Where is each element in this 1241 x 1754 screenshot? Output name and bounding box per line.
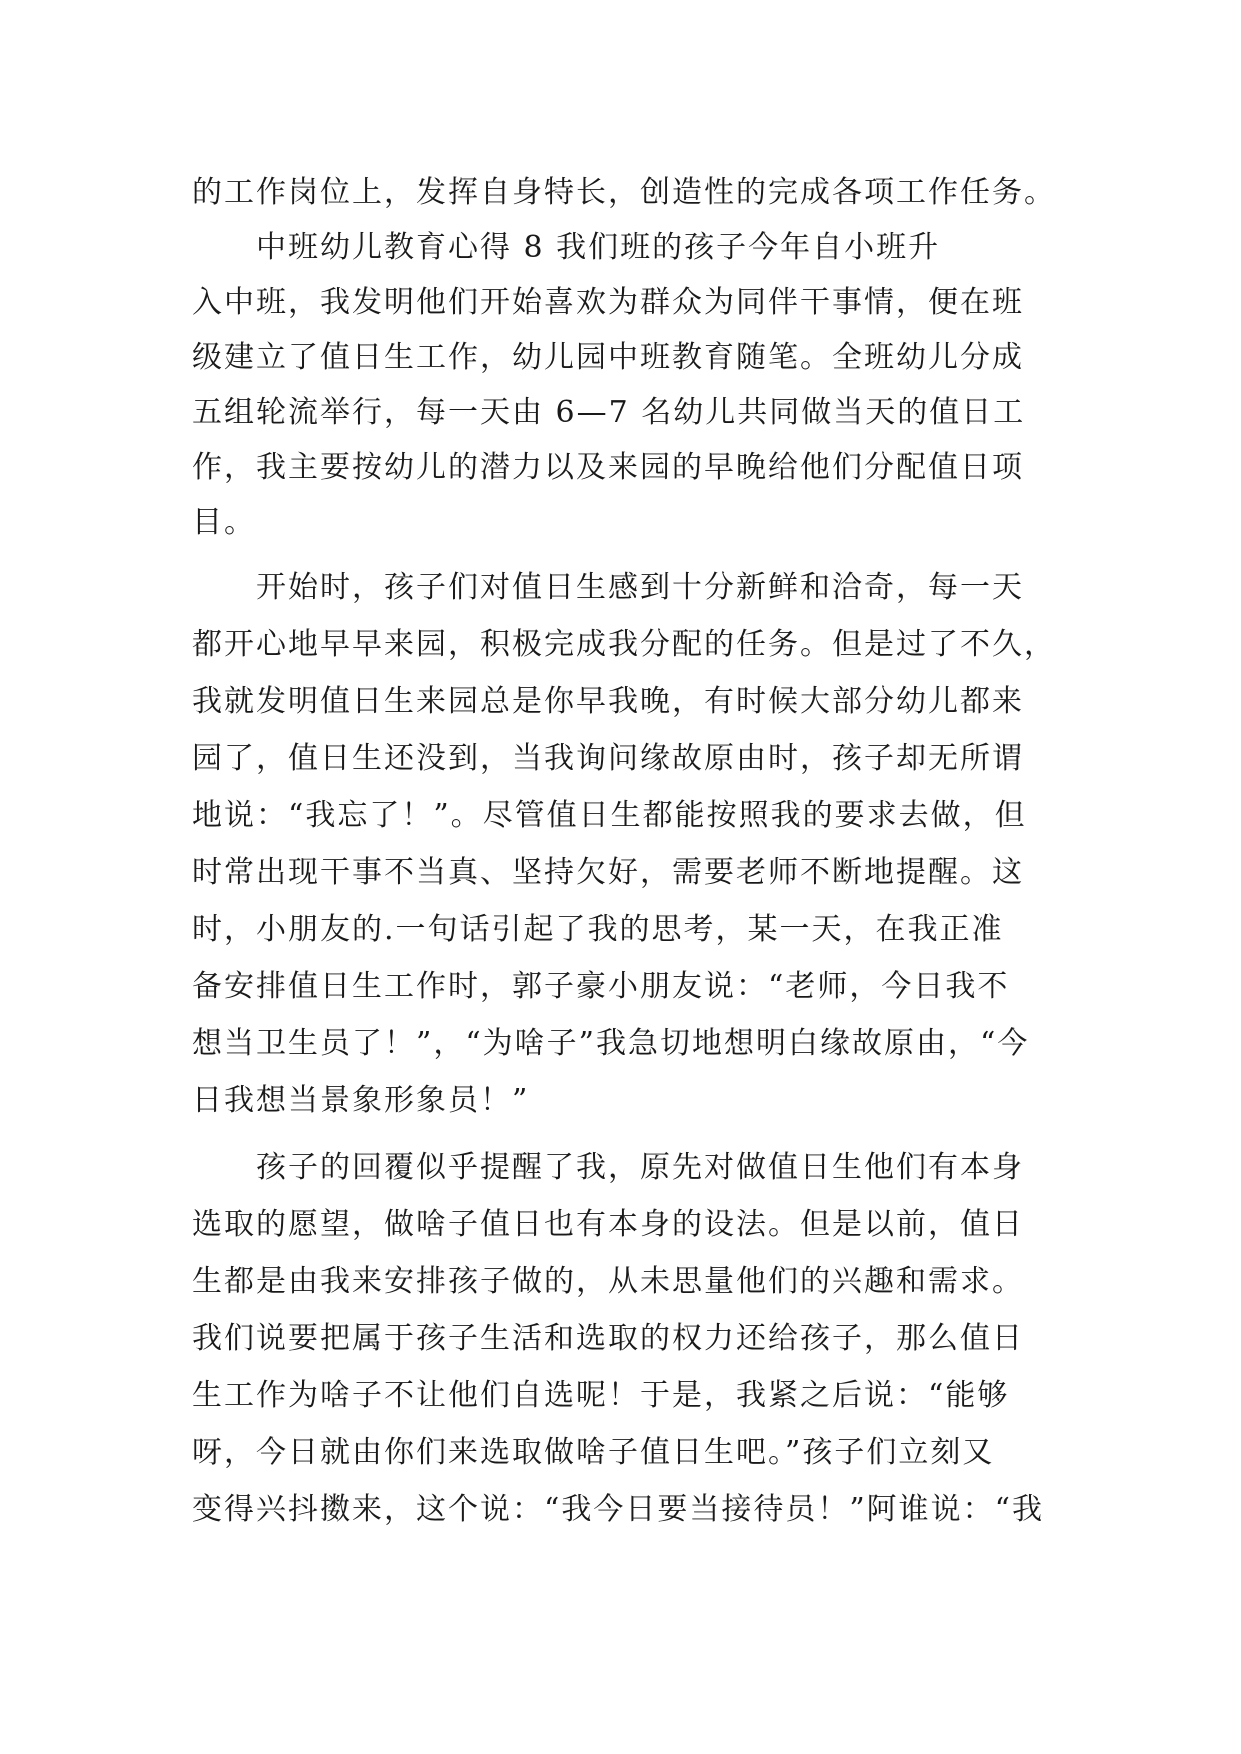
text-line: 目。	[192, 505, 256, 540]
text-line: 孩子的回覆似乎提醒了我，原先对做值日生他们有本身	[256, 1150, 1024, 1185]
text-line: 选取的愿望，做啥子值日也有本身的设法。但是以前，值日	[192, 1207, 1024, 1242]
text-line: 开始时，孩子们对值日生感到十分新鲜和洽奇，每一天	[256, 570, 1024, 605]
text-line: 备安排值日生工作时，郭子豪小朋友说：“老师，今日我不	[192, 969, 1010, 1004]
text-line: 日我想当景象形象员！”	[192, 1083, 530, 1118]
text-line: 级建立了值日生工作，幼儿园中班教育随笔。全班幼儿分成	[192, 340, 1024, 375]
text-line: 作，我主要按幼儿的潜力以及来园的早晚给他们分配值日项	[192, 450, 1024, 485]
text-line: 地说：“我忘了！”。尽管值日生都能按照我的要求去做，但	[192, 798, 1027, 833]
text-line: 我就发明值日生来园总是你早我晚，有时候大部分幼儿都来	[192, 684, 1024, 719]
text-line: 变得兴抖擞来，这个说：“我今日要当接待员！”阿谁说：“我	[192, 1492, 1045, 1527]
text-line: 的工作岗位上，发挥自身特长，创造性的完成各项工作任务。	[192, 175, 1056, 210]
text-line: 入中班，我发明他们开始喜欢为群众为同伴干事情，便在班	[192, 285, 1024, 320]
text-line: 我们说要把属于孩子生活和选取的权力还给孩子，那么值日	[192, 1321, 1024, 1356]
text-line: 生都是由我来安排孩子做的，从未思量他们的兴趣和需求。	[192, 1264, 1024, 1299]
text-line: 中班幼儿教育心得 8 我们班的孩子今年自小班升	[256, 230, 941, 265]
text-line: 生工作为啥子不让他们自选呢！于是，我紧之后说：“能够	[192, 1378, 1010, 1413]
text-line: 想当卫生员了！”，“为啥子”我急切地想明白缘故原由，“今	[192, 1026, 1030, 1061]
text-line: 五组轮流举行，每一天由 6—7 名幼儿共同做当天的值日工	[192, 395, 1026, 430]
text-line: 园了，值日生还没到，当我询问缘故原由时，孩子却无所谓	[192, 741, 1024, 776]
text-line: 时，小朋友的.一句话引起了我的思考，某一天，在我正准	[192, 912, 1004, 947]
text-line: 都开心地早早来园，积极完成我分配的任务。但是过了不久，	[192, 627, 1056, 662]
text-line: 呀，今日就由你们来选取做啥子值日生吧。”孩子们立刻又	[192, 1435, 995, 1470]
text-line: 时常出现干事不当真、坚持欠好，需要老师不断地提醒。这	[192, 855, 1024, 890]
